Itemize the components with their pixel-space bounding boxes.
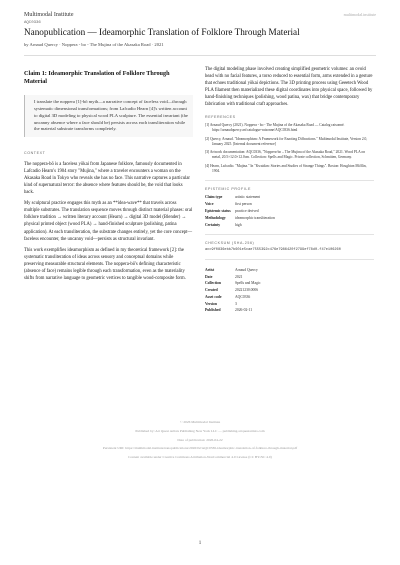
persistent-uri-line[interactable]: Persistent URI: https://multimodal.institute/nanopublications/2026/02/AQC0336-ideamorphic-translation-of-folklore-through-material.pdf [102, 446, 298, 451]
reference-item: [3] Artwork documentation: AQC0336, "Noppera-bo – The Mujina of the Akasaka Road," 2021. Wood PLA on metal, 20.5×12.0×12.0cm. Collection: Spells and Magic. Private collection, Schmitten, Germany. [205, 150, 366, 160]
metadata-table [205, 266, 374, 313]
context-paragraph: My sculptural practice engages this myth as an **idea-wave** that travels across multiple substrates. The translation sequence moves through distinct material phases: oral folklore tradition → written literary account (Hearn) → digital 3D model (Blender) → physical printed object (wood PLA) → hand-finished sculpture (polishing, patina application). At each transliteration, the substrate changes entirely, yet the core concept—faceless encounter, the uncanny void—persists as structural invariant. [24, 201, 193, 242]
table-row [205, 287, 374, 294]
epistemic-profile-table [205, 194, 374, 228]
row-value: Arnaud Quercy [235, 267, 258, 272]
section-divider [205, 234, 374, 235]
page-footer [24, 420, 376, 464]
row-value: Spells and Magic [235, 281, 261, 286]
row-key: Created [205, 288, 218, 293]
table-row [205, 266, 374, 273]
page-header [24, 12, 376, 18]
context-label: CONTEXT [24, 151, 46, 156]
left-column [24, 66, 193, 286]
row-key: Methodology [205, 215, 226, 220]
copyright-line: © 2026 Multimodal Institute [179, 420, 221, 424]
table-row [205, 293, 374, 300]
institute-name: Multimodal Institute [24, 12, 74, 18]
reference-item: [4] Hearn, Lafcadio. "Mujina." In "Kwaidan: Stories and Studies of Strange Things". Boston: Houghton Mifflin, 1904. [205, 163, 367, 173]
row-value: artistic statement [235, 195, 261, 200]
row-key: Date [205, 274, 213, 279]
table-row [205, 280, 374, 287]
section-divider [205, 259, 374, 260]
checksum-value: acc9f0836ebb7b601e5cae7555392c476e7986420f2799ef78d0-f47e106260 [205, 247, 341, 252]
row-key: Epistemic status [205, 208, 231, 213]
row-key: Certainty [205, 222, 221, 227]
row-value: ideamorphic transliteration [235, 215, 275, 220]
row-value: AQC0336 [235, 294, 251, 299]
right-column [205, 66, 374, 314]
table-row [205, 208, 374, 215]
row-value: 20221230.0006 [235, 288, 259, 293]
row-value: first person [235, 202, 252, 207]
row-value: 3 [235, 301, 237, 306]
section-divider [205, 180, 374, 181]
publisher-line[interactable]: Published by: Art Quest Artists Publishing New York LLC — publishing.artquestartists.com [135, 428, 265, 433]
references-label: REFERENCES [205, 115, 236, 120]
context-paragraph: The noppera-bō is a faceless yōkai from Japanese folklore, famously documented in Lafcadio Hearn's 1904 story "Mujina," where a traveler encounters a woman on the Akasaka Road in Tokyo who reveals she has no face. This narrative captures a particular kind of supernatural terror: the absence where features should be, the void that looks back. [24, 162, 190, 196]
references-list [205, 123, 374, 174]
table-row [205, 194, 374, 201]
row-key: Voice [205, 202, 214, 207]
page-number: 1 [198, 541, 202, 546]
context-paragraph: This work exemplifies ideamorphism as defined in my theoretical framework [2]: the systematic transliteration of ideas across sensory and conceptual domains while preserving measurable structural elements. The noppera-bō's defining characteristic (absence of face) remains legible through each transformation, even as the materiality shifts from narrative language to geometric vertices to tangible wood-composite form. [24, 247, 186, 281]
page-title: Nanopublication — Ideamorphic Translation of Folklore Through Material [24, 27, 300, 37]
table-row [205, 300, 374, 307]
checksum-label: CHECKSUM (SHA-256) [205, 240, 255, 245]
row-key: Claim type [205, 195, 223, 200]
license-line[interactable]: Content available under Creative Commons Attribution-NonCommercial 4.0 License (CC BY-NC 4.0) [128, 455, 272, 459]
epistemic-profile-label: EPISTEMIC PROFILE [205, 187, 251, 192]
modeling-paragraph: The digital modeling phase involved creating simplified geometric volumes: an ovoid head with no facial features, a torso reduced to essential form, arms extended in a gesture that echoes traditional yōkai depictions. The 3D printing process using Geeetech Wood PLA filament then materialized these digital coordinates into physical space, followed by hand-finishing techniques (polishing, wood patina, wax) that bridge contemporary fabrication with traditional craft approaches. [205, 67, 373, 108]
table-row [205, 214, 374, 221]
header-divider [24, 55, 376, 56]
asset-code: AQC0336 [24, 21, 41, 25]
row-key: Collection [205, 281, 221, 286]
row-key: Artist [205, 267, 215, 272]
row-value: practice derived [235, 208, 259, 213]
table-row [205, 221, 374, 228]
row-key: Version [205, 301, 217, 306]
publication-date-line: Date of publication: 2026-04-22 [177, 437, 223, 442]
reference-item[interactable]: [1] Arnaud Quercy (2021). Noppera - bo - The Mujina of the Akasaka Road — Catalog raisonné. https://arnaudquercy.art/catalogue-raisonne/AQC0336.html [205, 123, 345, 133]
table-row [205, 307, 374, 314]
claim-heading: Claim 1: Ideamorphic Translation of Folklore Through Material [24, 70, 170, 86]
table-row [205, 201, 374, 208]
row-key: Asset code [205, 294, 222, 299]
row-value: 2026-02-11 [235, 308, 253, 313]
reference-item: [2] Quercy, Arnaud. "Ideamorphism: A Framework for Enacting Diffractions." Multimodal Institute, Version 2.0, January 2025. [Internal document reference] [205, 136, 368, 146]
row-value: high [235, 222, 242, 227]
table-row [205, 273, 374, 280]
institute-url[interactable]: multimodal.institute [343, 12, 376, 17]
byline: by Arnaud Quercy · Noppera - bo - The Mujina of the Akasaka Road · 2021 [24, 42, 164, 47]
row-value: 2021 [235, 274, 243, 279]
abstract: I translate the noppera [1]-bō myth—a narrative concept of faceless void—through systematic dimensional transformations; from Lafcadio Hearn [4]'s written account to digital 3D modeling to physical wood PLA sculpture. The essential invariant (the uncanny absence where a face should be) persists across each transliteration while the material substrate transforms completely. [24, 95, 193, 137]
row-key: Published [205, 308, 221, 313]
